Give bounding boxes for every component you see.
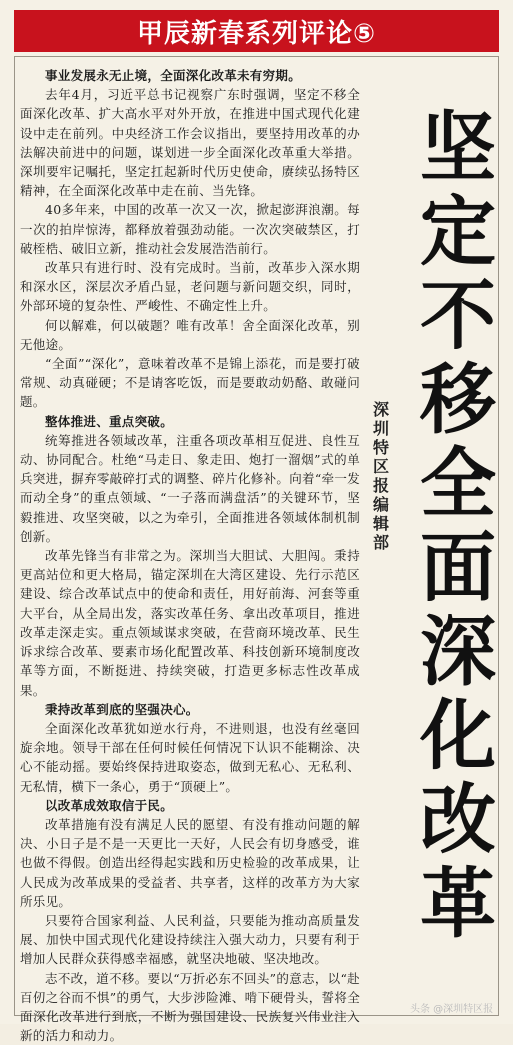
headline-char: 不	[420, 271, 496, 360]
headline-char: 深	[420, 607, 496, 696]
byline-char: 部	[372, 533, 389, 552]
byline-char: 深	[372, 400, 389, 419]
byline-char: 区	[372, 457, 389, 476]
headline-char: 全	[420, 439, 496, 528]
paragraph: 改革只有进行时、没有完成时。当前，改革步入深水期和深水区，深层次矛盾凸显，老问题与新问题交织，同时，外部环境的复杂性、严峻性、不确定性上升。	[20, 260, 360, 314]
byline-char: 辑	[372, 514, 389, 533]
byline-char: 编	[372, 495, 389, 514]
watermark: 头条 @深圳特区报	[410, 1004, 494, 1015]
byline-char: 报	[372, 476, 389, 495]
byline-char: 圳	[372, 419, 389, 438]
byline-char: 特	[372, 438, 389, 457]
headline-char: 改	[420, 775, 496, 864]
headline-char: 面	[420, 523, 496, 612]
paragraph: 何以解难，何以破题？唯有改革！舍全面深化改革，别无他途。	[20, 317, 360, 352]
section-heading: 以改革成效取信于民。	[45, 797, 174, 813]
byline-vertical	[370, 400, 392, 552]
headline-char: 革	[420, 859, 496, 948]
headline-vertical	[418, 103, 498, 948]
paragraph: 全面深化改革犹如逆水行舟，不进则退，也没有丝毫回旋余地。领导干部在任何时候任何情况下认识不能糊涂、决心不能动摇。要始终保持进取姿态，做到无私心、无私利、无私情，横下一条心，勇于“顶硬上”。	[20, 720, 360, 794]
paragraph: “全面”“深化”，意味着改革不是锦上添花，而是要打破常规、动真碰硬；不是请客吃饭，而是要敢动奶酪、敢碰问题。	[20, 356, 360, 410]
paragraph: 事业发展永无止境，全面深化改革未有穷期。	[45, 68, 302, 83]
headline-char: 移	[420, 355, 496, 444]
headline-char: 定	[420, 187, 496, 276]
paragraph: 统筹推进各领域改革，注重各项改革相互促进、良性互动、协同配合。杜绝“马走日、象走田、炮打一溜烟”式的单兵突进，摒弃零敲碎打式的调整、碎片化修补。向着“牵一发而动全身”的重点领域、“一子落而满盘活”的关键环节，坚毅推进、攻坚突破，以之为牵引，全面推进各领域体制机制创新。	[20, 432, 360, 544]
section-heading: 秉持改革到底的坚强决心。	[45, 701, 199, 717]
article-body	[20, 66, 360, 1044]
paragraph: 只要符合国家利益、人民利益，只要能为推动高质量发展、加快中国式现代化建设持续注入强大动力，只要有利于增加人民群众获得感幸福感，就坚决地破、坚决地改。	[20, 912, 360, 967]
section-heading: 整体推进、重点突破。	[45, 413, 174, 429]
paragraph: 40多年来，中国的改革一次又一次，掀起澎湃浪潮。每一次的拍岸惊涛，都释放着强劲动能。一次次突破禁区，打破桎梏、破旧立新，推动社会发展浩浩前行。	[20, 202, 360, 256]
paragraph: 改革先锋当有非常之为。深圳当大胆试、大胆闯。秉持更高站位和更大格局，锚定深圳在大湾区建设、先行示范区建设、综合改革试点中的使命和责任，用好前海、河套等重大平台，从全局出发，落实改革任务、拿出改革项目，推进改革走深走实。重点领域谋求突破，在营商环境改革、民生诉求综合改革、要素市场化配置改革、科技创新环境制度改革等方面，不断挺进、持续突破，打造更多标志性改革成果。	[20, 548, 360, 698]
headline-char: 坚	[420, 103, 496, 192]
headline-char: 化	[420, 691, 496, 780]
paragraph: 志不改，道不移。要以“万折必东不回头”的意志，以“赴百仞之谷而不惧”的勇气，大步涉险滩、啃下硬骨头，誓将全面深化改革进行到底，不断为强国建设、民族复兴伟业注入新的活力和动力。	[20, 970, 360, 1044]
paragraph: 改革措施有没有满足人民的愿望、有没有推动问题的解决、小日子是不是一天更比一天好，人民会有切身感受，谁也做不得假。创造出经得起实践和历史检验的改革成果，让人民成为改革成果的受益者、共享者，这样的改革方为大家所乐见。	[20, 816, 360, 909]
paragraph: 去年4月，习近平总书记视察广东时强调，坚定不移全面深化改革、扩大高水平对外开放，在推进中国式现代化建设中走在前列。中央经济工作会议指出，要坚持用改革的办法解决前进中的问题，谋划进一步全面深化改革重大举措。深圳要牢记嘱托，坚定扛起新时代历史使命，赓续弘扬特区精神，在全面深化改革中走在前、当先锋。	[20, 87, 360, 199]
series-banner	[14, 10, 499, 52]
series-title: 甲辰新春系列评论⑤	[136, 18, 376, 49]
